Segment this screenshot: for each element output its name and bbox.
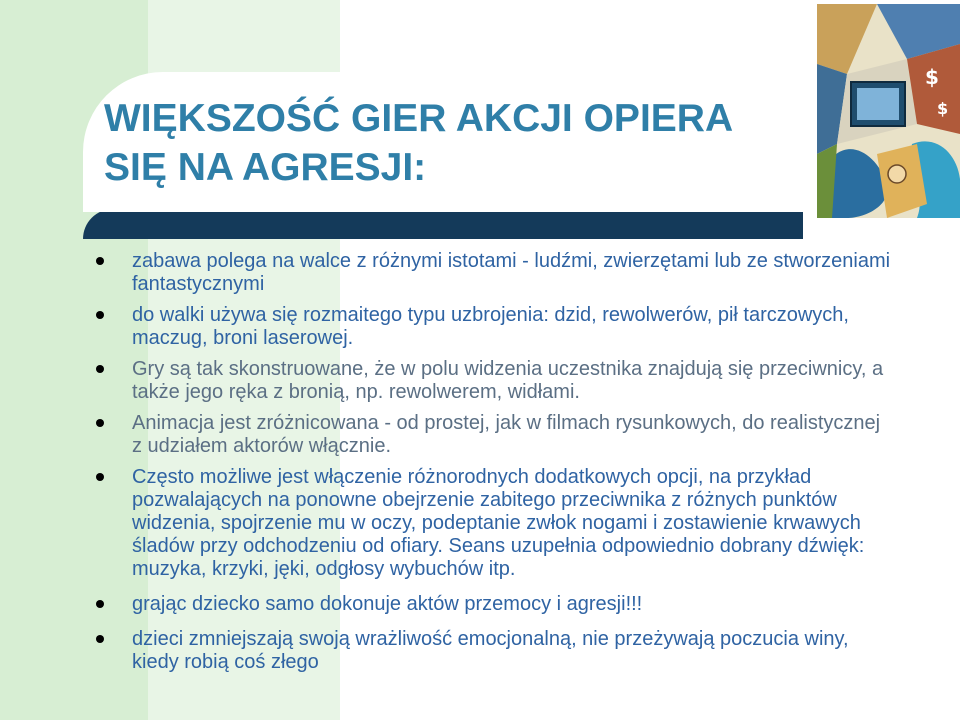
list-item xyxy=(92,593,892,616)
bullet-dot-icon xyxy=(96,600,104,608)
computer-money-clipart-icon xyxy=(817,4,960,218)
list-item xyxy=(92,628,892,674)
slide-title: WIĘKSZOŚĆ GIER AKCJI OPIERA SIĘ NA AGRESJI: xyxy=(104,97,734,189)
bullet-text: zabawa polega na walce z różnymi istotami - ludźmi, zwierzętami lub ze stworzeniami fantastycznymi xyxy=(132,250,891,295)
list-item xyxy=(92,466,892,581)
bullet-list xyxy=(92,250,892,674)
title-underline-bar xyxy=(83,209,803,239)
bullet-dot-icon xyxy=(96,635,104,643)
list-item xyxy=(92,250,892,296)
bullet-text: do walki używa się rozmaitego typu uzbrojenia: dzid, rewolwerów, pił tarczowych, maczug, broni laserowej. xyxy=(132,304,849,349)
bullet-text: Często możliwe jest włączenie różnorodnych dodatkowych opcji, na przykład pozwalających na ponowne obejrzenie zabitego przeciwnika z różnych punktów widzenia, spojrzenie mu w oczy, podeptanie zwłok nogami i zostawienie krwawych śladów przy odchodzeniu od ofiary. Seans uzupełnia odpowiednio dobrany dźwięk: muzyka, krzyki, jęki, odgłosy wybuchów itp. xyxy=(132,466,865,580)
list-item xyxy=(92,412,892,458)
bullet-dot-icon xyxy=(96,311,104,319)
bullet-text: dzieci zmniejszają swoją wrażliwość emocjonalną, nie przeżywają poczucia winy, kiedy robią coś złego xyxy=(132,628,849,673)
bullet-dot-icon xyxy=(96,365,104,373)
bullet-dot-icon xyxy=(96,473,104,481)
bullet-dot-icon xyxy=(96,419,104,427)
svg-text:$: $ xyxy=(925,65,939,89)
bullet-text: grając dziecko samo dokonuje aktów przemocy i agresji!!! xyxy=(132,593,643,615)
list-item xyxy=(92,358,892,404)
bullet-text: Animacja jest zróżnicowana - od prostej, jak w filmach rysunkowych, do realistycznej z udziałem aktorów włącznie. xyxy=(132,412,881,457)
bullet-text: Gry są tak skonstruowane, że w polu widzenia uczestnika znajdują się przeciwnicy, a także jego ręka z bronią, np. rewolwerem, widłami. xyxy=(132,358,884,403)
list-item xyxy=(92,304,892,350)
bullet-dot-icon xyxy=(96,257,104,265)
svg-text:$: $ xyxy=(937,99,949,118)
